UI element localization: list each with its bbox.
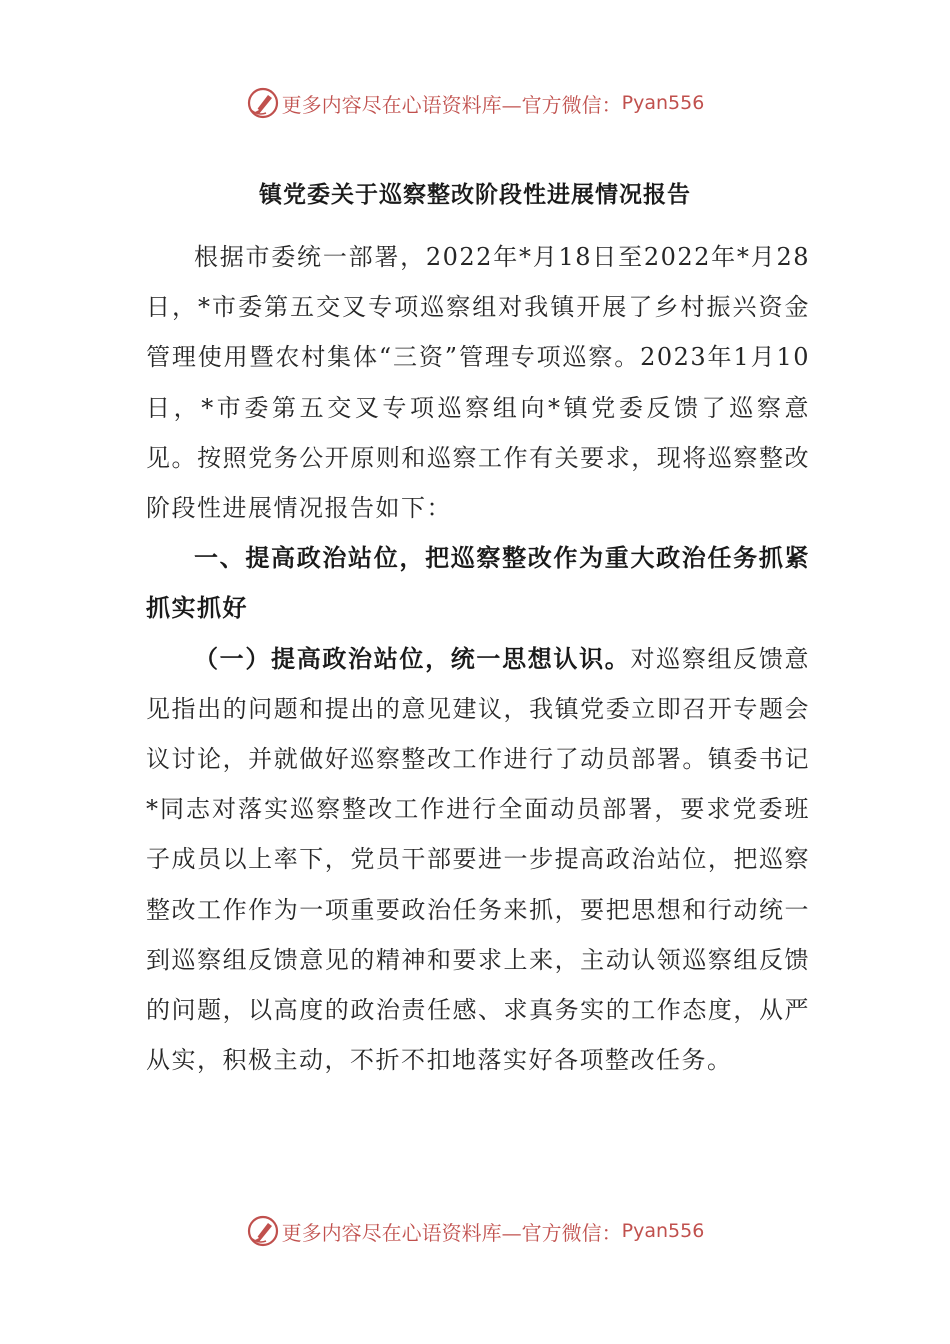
document-title: 镇党委关于巡察整改阶段性进展情况报告	[259, 181, 691, 208]
pen-nib-icon	[246, 1214, 280, 1248]
subsection-text: 对巡察组反馈意见指出的问题和提出的意见建议，我镇党委立即召开专题会议讨论，并就做好巡察整改工作进行了动员部署。镇委书记*同志对落实巡察整改工作进行全面动员部署，要求党委班子成员以上率下，党员干部要进一步提高政治站位，把巡察整改工作作为一项重要政治任务来抓，要把思想和行动统一到巡察组反馈意见的精神和要求上来，主动认领巡察组反馈的问题，以高度的政治责任感、求真务实的工作态度，从严从实，积极主动，不折不扣地落实好各项整改任务。	[146, 644, 811, 1075]
subsection-lead: （一）提高政治站位，统一思想认识。	[194, 643, 631, 673]
watermark-text: 更多内容尽在心语资料库—官方微信：	[281, 92, 622, 117]
wechat-id: Pyan556	[621, 92, 705, 114]
watermark-footer	[0, 1211, 950, 1251]
section-heading: 一、提高政治站位，把巡察整改作为重大政治任务抓紧抓实抓好	[146, 543, 810, 623]
document-body	[146, 232, 810, 1085]
subsection-paragraph	[146, 634, 810, 1086]
intro-paragraph: 根据市委统一部署，2022年*月18日至2022年*月28日，*市委第五交叉专项巡察组对我镇开展了乡村振兴资金管理使用暨农村集体“三资”管理专项巡察。2023年1月10日，*市委第五交叉专项巡察组向*镇党委反馈了巡察意见。按照党务公开原则和巡察工作有关要求，现将巡察整改阶段性进展情况报告如下：	[146, 243, 810, 523]
wechat-id: Pyan556	[621, 1220, 705, 1242]
watermark-text: 更多内容尽在心语资料库—官方微信：	[281, 1220, 622, 1245]
watermark-header	[0, 83, 950, 123]
pen-nib-icon	[246, 86, 280, 120]
